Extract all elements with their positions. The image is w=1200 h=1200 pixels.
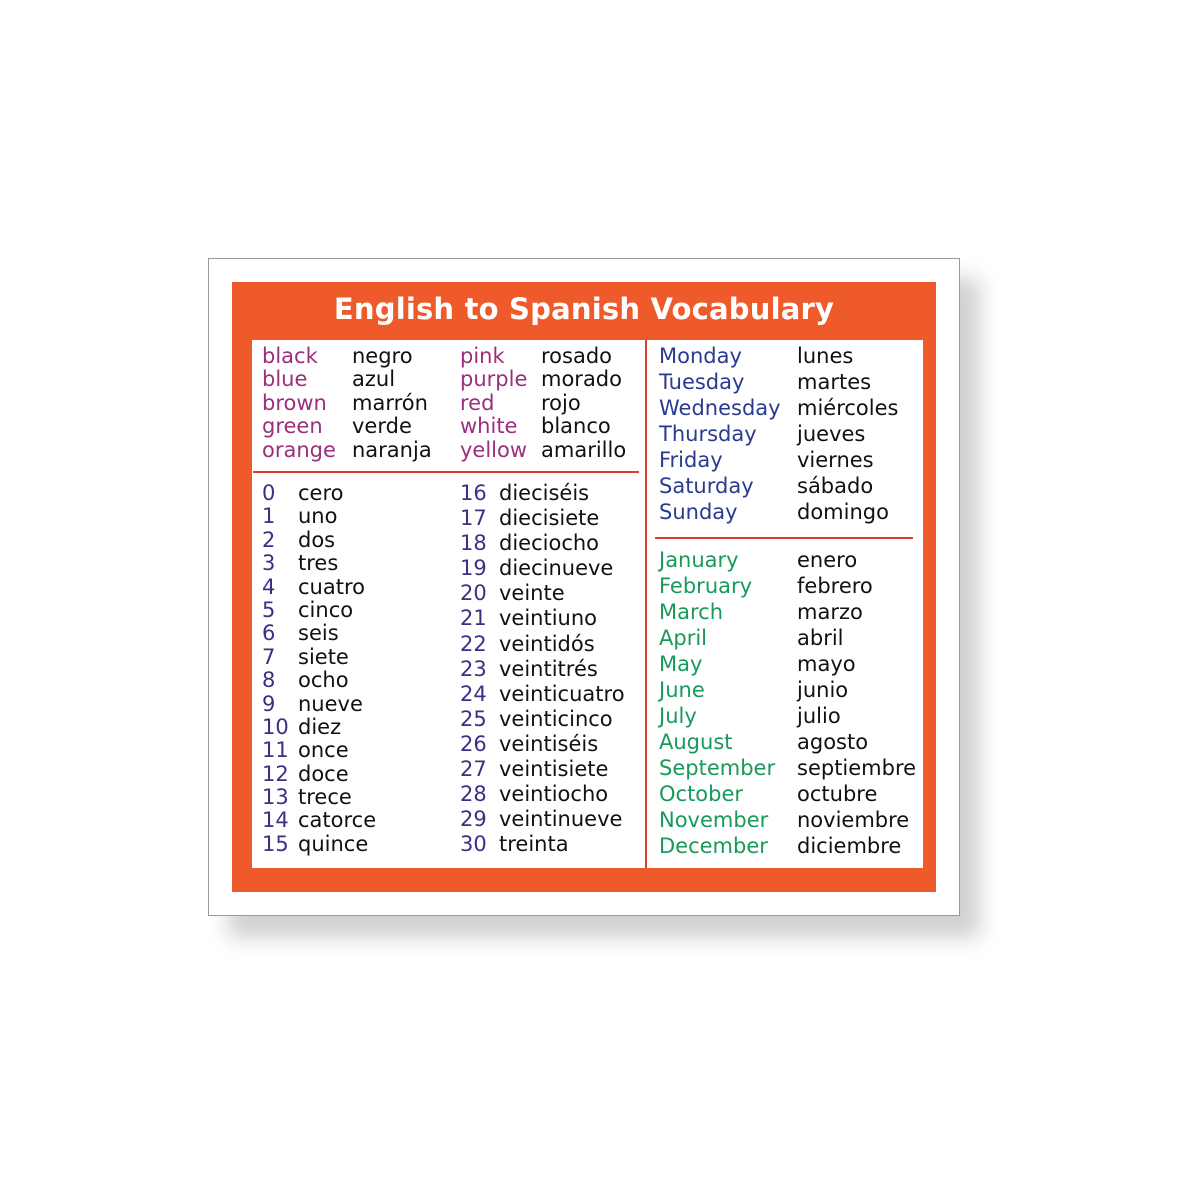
english-word: Wednesday bbox=[659, 396, 781, 420]
english-word: October bbox=[659, 782, 744, 806]
spanish-word: viernes bbox=[797, 448, 874, 472]
spanish-word: trece bbox=[298, 785, 352, 810]
spanish-word: naranja bbox=[352, 437, 432, 462]
english-word: June bbox=[659, 678, 705, 702]
english-word: white bbox=[460, 414, 518, 439]
english-word: 7 bbox=[262, 644, 276, 669]
english-word: 0 bbox=[262, 481, 276, 505]
spanish-word: rosado bbox=[541, 344, 613, 368]
spanish-word: noviembre bbox=[797, 808, 910, 832]
english-word: 22 bbox=[460, 631, 487, 656]
spanish-word: veintinueve bbox=[499, 807, 623, 832]
spanish-word: diciembre bbox=[797, 834, 902, 858]
spanish-word: veintiséis bbox=[499, 731, 599, 756]
days-months-divider bbox=[655, 537, 913, 539]
english-word: 8 bbox=[262, 668, 276, 693]
spanish-word: febrero bbox=[797, 574, 873, 598]
spanish-word: diez bbox=[298, 714, 342, 739]
english-word: January bbox=[659, 548, 739, 572]
english-word: 19 bbox=[460, 556, 487, 581]
english-word: 17 bbox=[460, 506, 487, 531]
spanish-word: azul bbox=[352, 367, 396, 392]
english-word: February bbox=[659, 574, 753, 598]
spanish-word: diecisiete bbox=[499, 506, 600, 531]
english-word: red bbox=[460, 390, 495, 415]
spanish-word: dieciséis bbox=[499, 481, 590, 505]
spanish-word: cinco bbox=[298, 597, 354, 622]
english-word: 27 bbox=[460, 757, 487, 782]
spanish-word: rojo bbox=[541, 390, 581, 415]
spanish-word: morado bbox=[541, 367, 622, 392]
colors-numbers-divider bbox=[253, 471, 639, 473]
english-word: orange bbox=[262, 437, 336, 462]
english-word: April bbox=[659, 626, 707, 650]
english-word: 2 bbox=[262, 527, 276, 552]
spanish-word: nueve bbox=[298, 691, 363, 716]
english-word: 18 bbox=[460, 531, 487, 556]
spanish-word: septiembre bbox=[797, 756, 917, 780]
english-word: 3 bbox=[262, 551, 276, 576]
spanish-word: veintisiete bbox=[499, 757, 609, 782]
english-word: brown bbox=[262, 390, 327, 415]
spanish-word: dieciocho bbox=[499, 531, 600, 556]
spanish-word: once bbox=[298, 738, 349, 763]
english-word: 1 bbox=[262, 504, 276, 529]
spanish-word: jueves bbox=[797, 422, 866, 446]
spanish-word: martes bbox=[797, 370, 872, 394]
spanish-word: julio bbox=[797, 704, 841, 728]
english-word: 15 bbox=[262, 831, 289, 856]
english-word: purple bbox=[460, 367, 528, 392]
spanish-word: veintitrés bbox=[499, 656, 598, 681]
english-word: 14 bbox=[262, 808, 289, 833]
english-word: December bbox=[659, 834, 768, 858]
spanish-word: veintidós bbox=[499, 631, 595, 656]
spanish-word: lunes bbox=[797, 344, 854, 368]
spanish-word: blanco bbox=[541, 414, 611, 439]
english-word: September bbox=[659, 756, 776, 780]
vocabulary-frame bbox=[232, 282, 936, 892]
spanish-word: veintiocho bbox=[499, 782, 609, 807]
spanish-word: junio bbox=[797, 678, 849, 702]
spanish-word: diecinueve bbox=[499, 556, 614, 581]
spanish-word: veinte bbox=[499, 581, 565, 606]
english-word: 11 bbox=[262, 738, 289, 763]
english-word: 5 bbox=[262, 597, 276, 622]
english-word: 25 bbox=[460, 706, 487, 731]
vertical-divider bbox=[645, 340, 647, 868]
english-word: 30 bbox=[460, 832, 487, 857]
spanish-word: veinticinco bbox=[499, 706, 613, 731]
english-word: Monday bbox=[659, 344, 742, 368]
spanish-word: miércoles bbox=[797, 396, 899, 420]
spanish-word: cuatro bbox=[298, 574, 365, 599]
spanish-word: tres bbox=[298, 551, 339, 576]
english-word: blue bbox=[262, 367, 308, 392]
english-word: 23 bbox=[460, 656, 487, 681]
english-word: Tuesday bbox=[659, 370, 745, 394]
english-word: 21 bbox=[460, 606, 487, 631]
english-word: yellow bbox=[460, 437, 528, 462]
english-word: 26 bbox=[460, 731, 487, 756]
spanish-word: agosto bbox=[797, 730, 869, 754]
spanish-word: sábado bbox=[797, 474, 874, 498]
english-word: 13 bbox=[262, 785, 289, 810]
spanish-word: seis bbox=[298, 621, 339, 646]
spanish-word: doce bbox=[298, 761, 349, 786]
english-word: Thursday bbox=[659, 422, 757, 446]
spanish-word: uno bbox=[298, 504, 338, 529]
spanish-word: enero bbox=[797, 548, 858, 572]
english-word: 28 bbox=[460, 782, 487, 807]
spanish-word: quince bbox=[298, 831, 369, 856]
vocabulary-panel bbox=[252, 340, 923, 868]
english-word: 9 bbox=[262, 691, 276, 716]
spanish-word: cero bbox=[298, 481, 344, 505]
spanish-word: veinticuatro bbox=[499, 681, 625, 706]
spanish-word: verde bbox=[352, 414, 412, 439]
english-word: 20 bbox=[460, 581, 487, 606]
english-word: 4 bbox=[262, 574, 276, 599]
spanish-word: treinta bbox=[499, 832, 569, 857]
english-word: 6 bbox=[262, 621, 276, 646]
spanish-word: negro bbox=[352, 344, 413, 368]
english-word: August bbox=[659, 730, 733, 754]
spanish-word: amarillo bbox=[541, 437, 627, 462]
spanish-word: marzo bbox=[797, 600, 863, 624]
spanish-word: octubre bbox=[797, 782, 878, 806]
english-word: Saturday bbox=[659, 474, 754, 498]
english-word: Friday bbox=[659, 448, 723, 472]
english-word: March bbox=[659, 600, 724, 624]
english-word: 12 bbox=[262, 761, 289, 786]
spanish-word: mayo bbox=[797, 652, 856, 676]
english-word: 10 bbox=[262, 714, 289, 739]
english-word: May bbox=[659, 652, 703, 676]
spanish-word: marrón bbox=[352, 390, 428, 415]
english-word: July bbox=[659, 704, 697, 728]
card-title: English to Spanish Vocabulary bbox=[333, 292, 835, 326]
spanish-word: ocho bbox=[298, 668, 349, 693]
english-word: 16 bbox=[460, 481, 487, 505]
spanish-word: abril bbox=[797, 626, 844, 650]
english-word: 24 bbox=[460, 681, 487, 706]
spanish-word: catorce bbox=[298, 808, 377, 833]
english-word: November bbox=[659, 808, 769, 832]
spanish-word: dos bbox=[298, 527, 336, 552]
english-word: black bbox=[262, 344, 318, 368]
english-word: Sunday bbox=[659, 500, 738, 524]
english-word: green bbox=[262, 414, 323, 439]
english-word: 29 bbox=[460, 807, 487, 832]
spanish-word: domingo bbox=[797, 500, 889, 524]
spanish-word: veintiuno bbox=[499, 606, 598, 631]
spanish-word: siete bbox=[298, 644, 349, 669]
english-word: pink bbox=[460, 344, 505, 368]
